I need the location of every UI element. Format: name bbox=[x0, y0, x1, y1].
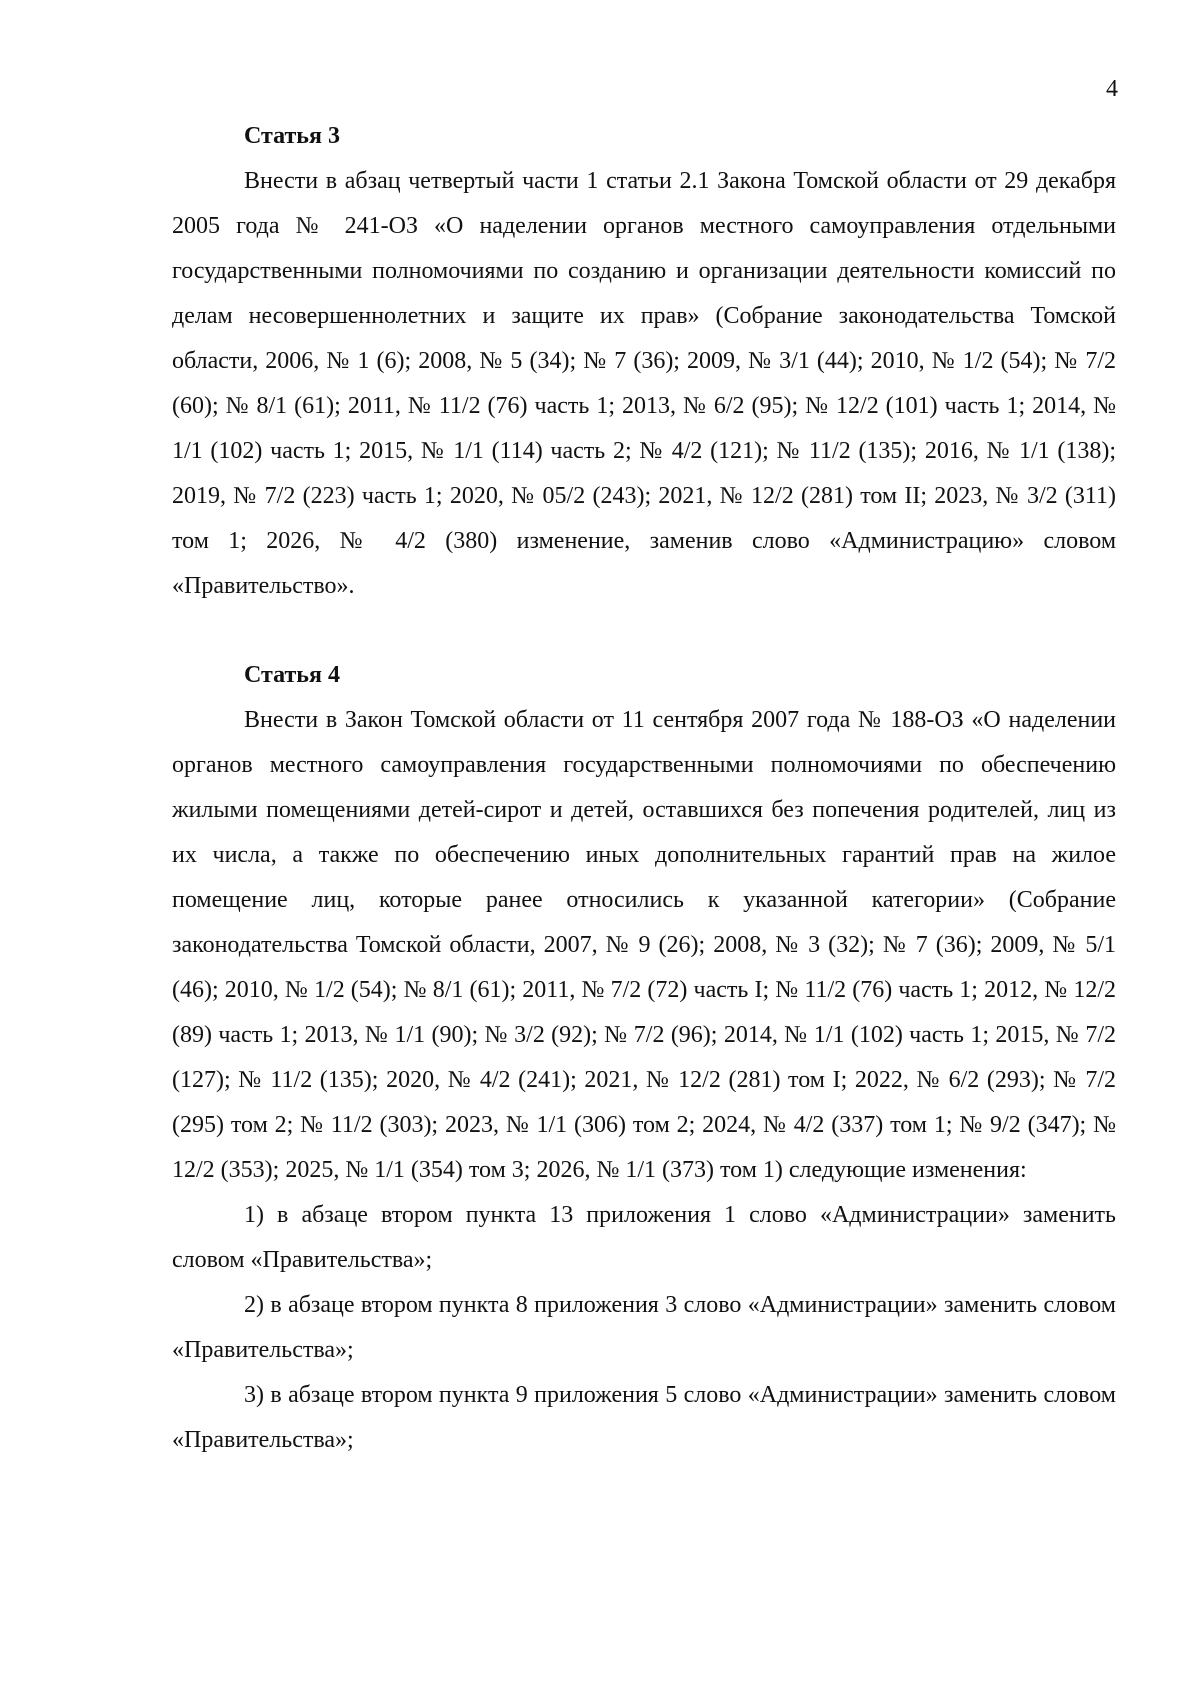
article-3-paragraph: Внести в абзац четвертый части 1 статьи 2.1 Закона Томской области от 29 декабря 2005 года № 241-ОЗ «О наделении органов местного самоуправления отдельными государственными полномочиями по созданию и организации деятельности комиссий по делам несовершеннолетних и защите их прав» (Собрание законодательства Томской области, 2006, № 1 (6); 2008, № 5 (34); № 7 (36); 2009, № 3/1 (44); 2010, № 1/2 (54); № 7/2 (60); № 8/1 (61); 2011, № 11/2 (76) часть 1; 2013, № 6/2 (95); № 12/2 (101) часть 1; 2014, № 1/1 (102) часть 1; 2015, № 1/1 (114) часть 2; № 4/2 (121); № 11/2 (135); 2016, № 1/1 (138); 2019, № 7/2 (223) часть 1; 2020, № 05/2 (243); 2021, № 12/2 (281) том II; 2023, № 3/2 (311) том 1; 2026, № 4/2 (380) изменение, заменив слово «Администрацию» словом «Правительство». bbox=[172, 168, 1116, 599]
article-4-heading: Статья 4 bbox=[244, 662, 340, 688]
article-3-heading: Статья 3 bbox=[244, 123, 340, 149]
article-4-intro: Внести в Закон Томской области от 11 сентября 2007 года № 188-ОЗ «О наделении органов местного самоуправления государственными полномочиями по обеспечению жилыми помещениями детей-сирот и детей, оставшихся без попечения родителей, лиц из их числа, а также по обеспечению иных дополнительных гарантий прав на жилое помещение лиц, которые ранее относились к указанной категории» (Собрание законодательства Томской области, 2007, № 9 (26); 2008, № 3 (32); № 7 (36); 2009, № 5/1 (46); 2010, № 1/2 (54); № 8/1 (61); 2011, № 7/2 (72) часть I; № 11/2 (76) часть 1; 2012, № 12/2 (89) часть 1; 2013, № 1/1 (90); № 3/2 (92); № 7/2 (96); 2014, № 1/1 (102) часть 1; 2015, № 7/2 (127); № 11/2 (135); 2020, № 4/2 (241); 2021, № 12/2 (281) том I; 2022, № 6/2 (293); № 7/2 (295) том 2; № 11/2 (303); 2023, № 1/1 (306) том 2; 2024, № 4/2 (337) том 1; № 9/2 (347); № 12/2 (353); 2025, № 1/1 (354) том 3; 2026, № 1/1 (373) том 1) следующие изменения: bbox=[172, 707, 1116, 1183]
article-4-item-3: 3) в абзаце втором пункта 9 приложения 5 слово «Администрации» заменить словом «Правительства»; bbox=[172, 1382, 1116, 1453]
page-number: 4 bbox=[1106, 76, 1118, 102]
article-4-item-2: 2) в абзаце втором пункта 8 приложения 3 слово «Администрации» заменить словом «Правительства»; bbox=[172, 1292, 1116, 1363]
section-gap bbox=[172, 609, 1116, 653]
document-body bbox=[172, 114, 1116, 1463]
article-4-item-1: 1) в абзаце втором пункта 13 приложения 1 слово «Администрации» заменить словом «Правительства»; bbox=[172, 1202, 1116, 1273]
